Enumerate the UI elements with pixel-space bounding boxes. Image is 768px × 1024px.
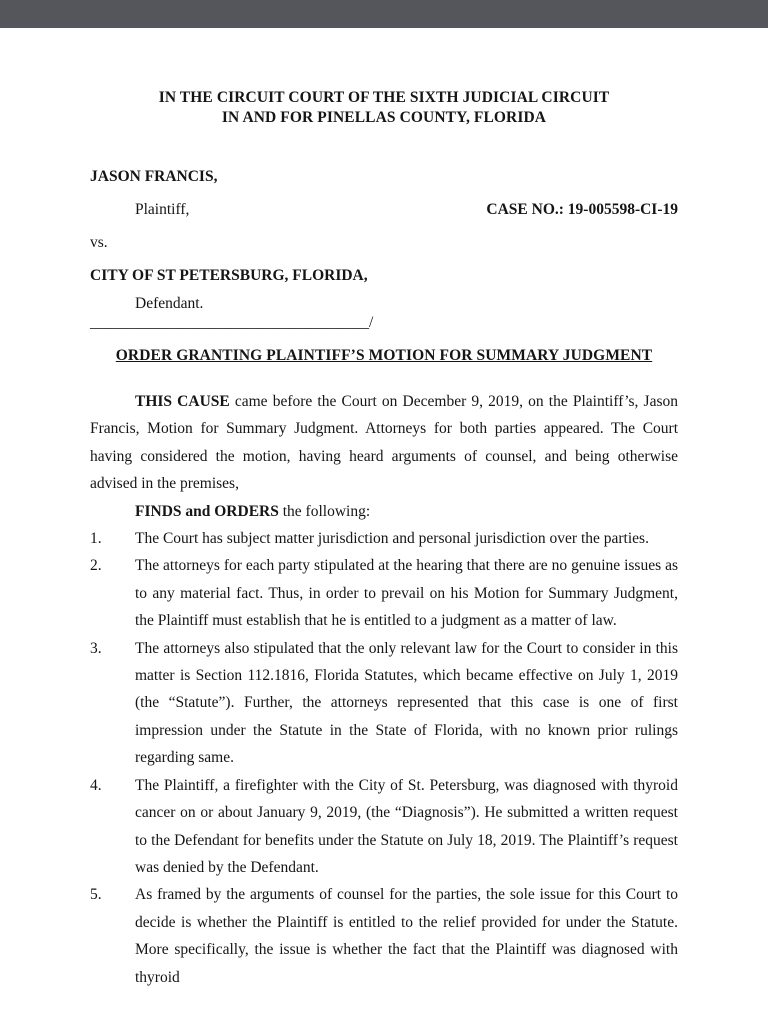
order-title: ORDER GRANTING PLAINTIFF’S MOTION FOR SUMMARY JUDGMENT bbox=[115, 347, 653, 364]
court-header-line1: IN THE CIRCUIT COURT OF THE SIXTH JUDICIAL CIRCUIT bbox=[158, 89, 610, 106]
item-text: The Plaintiff, a firefighter with the City of St. Petersburg, was diagnosed with thyroid cancer on or about January 9, 2019, (the “Diagnosis”). He submitted a written request to the Defendant for benefits under the Statute on July 18, 2019. The Plaintiff’s request was denied by the Defendant. bbox=[135, 776, 678, 876]
item-text: The attorneys also stipulated that the only relevant law for the Court to consider in this matter is Section 112.1816, Florida Statutes, which became effective on July 1, 2019 (the “Statute”). Further, the attorneys represented that this case is one of first impression under the Statute in the State of Florida, with no known prior rulings regarding same. bbox=[135, 639, 678, 767]
order-body bbox=[90, 388, 678, 991]
item-number: 4. bbox=[90, 776, 102, 794]
order-item bbox=[90, 772, 678, 882]
order-item bbox=[90, 881, 678, 991]
finds-orders-line bbox=[90, 498, 678, 525]
case-number: CASE NO.: 19-005598-CI-19 bbox=[486, 201, 678, 218]
plaintiff-name: JASON FRANCIS, bbox=[90, 168, 218, 185]
order-item bbox=[90, 635, 678, 772]
court-header-line2: IN AND FOR PINELLAS COUNTY, FLORIDA bbox=[221, 108, 547, 126]
viewer-top-bar bbox=[0, 0, 768, 28]
item-text: The Court has subject matter jurisdiction and personal jurisdiction over the parties. bbox=[135, 530, 649, 548]
item-number: 2. bbox=[90, 557, 102, 575]
case-caption bbox=[90, 167, 678, 332]
defendant-name: CITY OF ST PETERSBURG, FLORIDA, bbox=[90, 267, 368, 284]
plaintiff-row bbox=[90, 200, 678, 219]
finds-rest-text: the following: bbox=[278, 502, 371, 520]
item-number: 3. bbox=[90, 639, 102, 657]
defendant-role: Defendant. bbox=[135, 295, 204, 312]
item-text: The attorneys for each party stipulated at the hearing that there are no genuine issues as to any material fact. Thus, in order to prevail on his Motion for Summary Judgment, the Plaintiff must establish that he is entitled to a judgment as a matter of law. bbox=[135, 557, 678, 630]
plaintiff-role: Plaintiff, bbox=[135, 201, 190, 218]
intro-paragraph bbox=[90, 388, 678, 498]
item-text: As framed by the arguments of counsel for the parties, the sole issue for this Court to decide is whether the Plaintiff is entitled to the relief provided for under the Statute. More specifically, the issue is whether the fact that the Plaintiff was diagnosed with thyroid bbox=[135, 886, 678, 986]
item-number: 5. bbox=[90, 886, 102, 904]
court-header bbox=[90, 88, 678, 127]
intro-bold-phrase: THIS CAUSE bbox=[135, 393, 230, 410]
order-item bbox=[90, 552, 678, 634]
finds-bold-phrase: FINDS and ORDERS bbox=[135, 502, 279, 520]
intro-rest-text: came before the Court on December 9, 2019, on the Plaintiff’s, Jason Francis, Motion for Summary Judgment. Attorneys for both parties appeared. The Court having considered the motion, having heard arguments of counsel, and being otherwise advised in the premises, bbox=[90, 393, 679, 493]
vs-label: vs. bbox=[90, 234, 108, 251]
document-page bbox=[0, 28, 768, 1024]
item-number: 1. bbox=[90, 530, 102, 548]
order-item bbox=[90, 525, 678, 552]
caption-separator: ____________________________________/ bbox=[90, 314, 374, 331]
